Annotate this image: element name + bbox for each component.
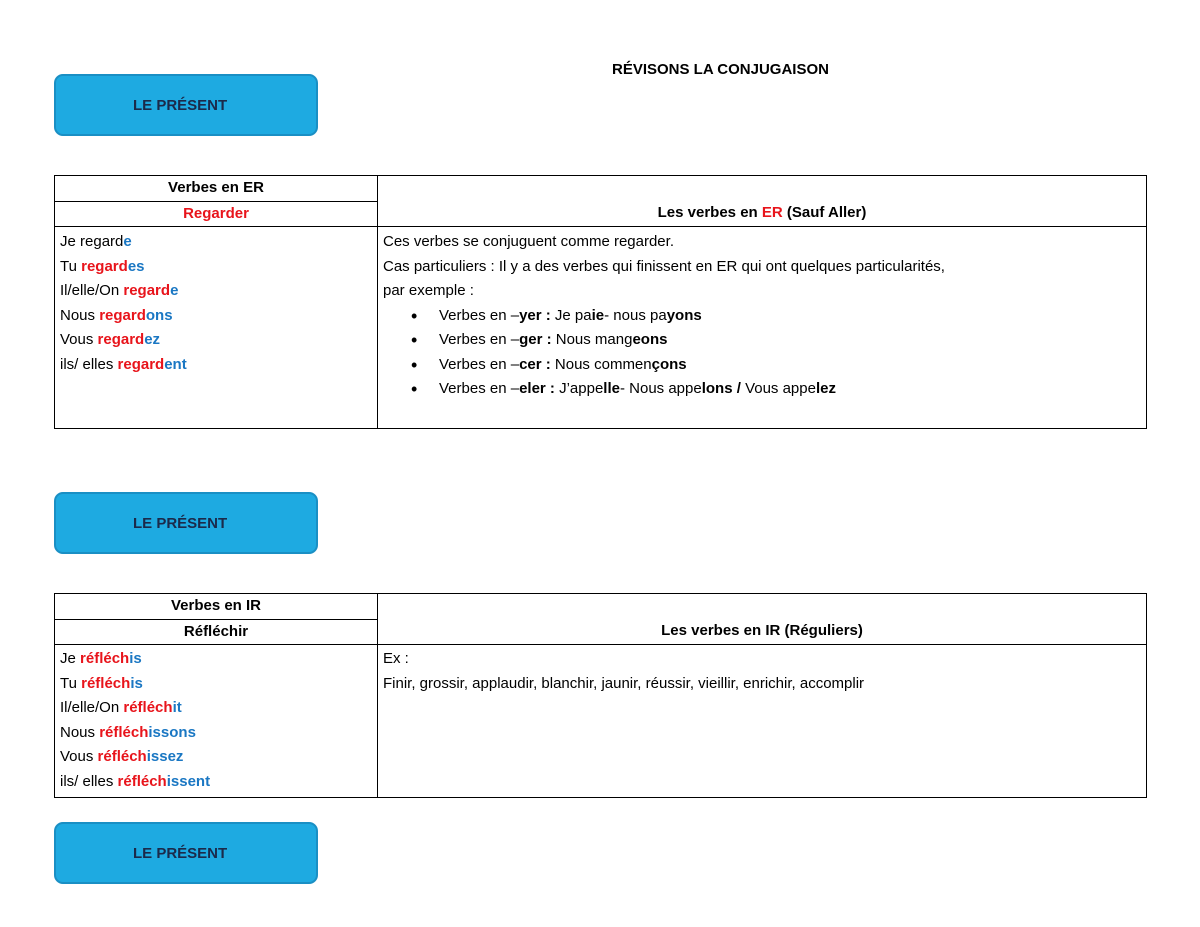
conjugation-line: Vous réfléchissez <box>60 748 184 765</box>
conjugation-line: Il/elle/On réfléchit <box>60 699 182 716</box>
le-present-button-1[interactable] <box>54 74 318 136</box>
page-title: RÉVISONS LA CONJUGAISON <box>612 61 829 78</box>
ir-conjugation-cell <box>55 645 378 798</box>
conjugation-line: ils/ elles regardent <box>60 355 187 373</box>
conjugation-line: Tu regardes <box>60 257 145 275</box>
er-group-header: Verbes en ER <box>55 176 378 202</box>
conjugation-line: Je réfléchis <box>60 650 142 667</box>
explanation-text: Cas particuliers : Il y a des verbes qui finissent en ER qui ont quelques particularités, <box>383 257 945 275</box>
ir-group-header: Verbes en IR <box>55 594 378 620</box>
examples-label: Ex : <box>383 650 409 667</box>
conjugation-line: ils/ elles réfléchissent <box>60 772 211 790</box>
explanation-text: par exemple : <box>383 282 474 299</box>
badge-label: LE PRÉSENT <box>133 515 228 532</box>
examples-list: Finir, grossir, applaudir, blanchir, jaunir, réussir, vieillir, enrichir, accomplir <box>383 674 865 692</box>
ir-rule-heading: Les verbes en IR (Réguliers) <box>378 594 1147 645</box>
er-verb-header: Regarder <box>55 201 378 227</box>
er-conjugation-cell <box>55 227 378 429</box>
bullet-ger: • Verbes en –ger : Nous mangeons <box>383 328 1141 353</box>
le-present-button-3[interactable] <box>54 822 318 884</box>
er-verbs-table <box>54 175 1147 429</box>
ir-verbs-table <box>54 593 1147 798</box>
conjugation-line: Je regarde <box>60 233 132 250</box>
le-present-button-2[interactable] <box>54 492 318 554</box>
er-rule-heading: Les verbes en ER (Sauf Aller) <box>378 176 1147 227</box>
bullet-yer: • Verbes en –yer : Je paie- nous payons <box>383 304 1141 329</box>
bullet-cer: • Verbes en –cer : Nous commençons <box>383 353 1141 378</box>
badge-label: LE PRÉSENT <box>133 97 228 114</box>
conjugation-line: Tu réfléchis <box>60 674 143 692</box>
explanation-text: Ces verbes se conjuguent comme regarder. <box>383 233 674 250</box>
er-explanation-cell <box>378 227 1147 429</box>
conjugation-line: Nous regardons <box>60 306 173 324</box>
bullet-eler: • Verbes en –eler : J’appelle- Nous appelons / Vous appelez <box>383 377 1141 402</box>
conjugation-line: Nous réfléchissons <box>60 723 196 741</box>
ir-verb-header: Réfléchir <box>55 619 378 645</box>
conjugation-line: Il/elle/On regarde <box>60 282 179 299</box>
conjugation-line: Vous regardez <box>60 331 161 348</box>
badge-label: LE PRÉSENT <box>133 845 228 862</box>
ir-examples-cell <box>378 645 1147 798</box>
